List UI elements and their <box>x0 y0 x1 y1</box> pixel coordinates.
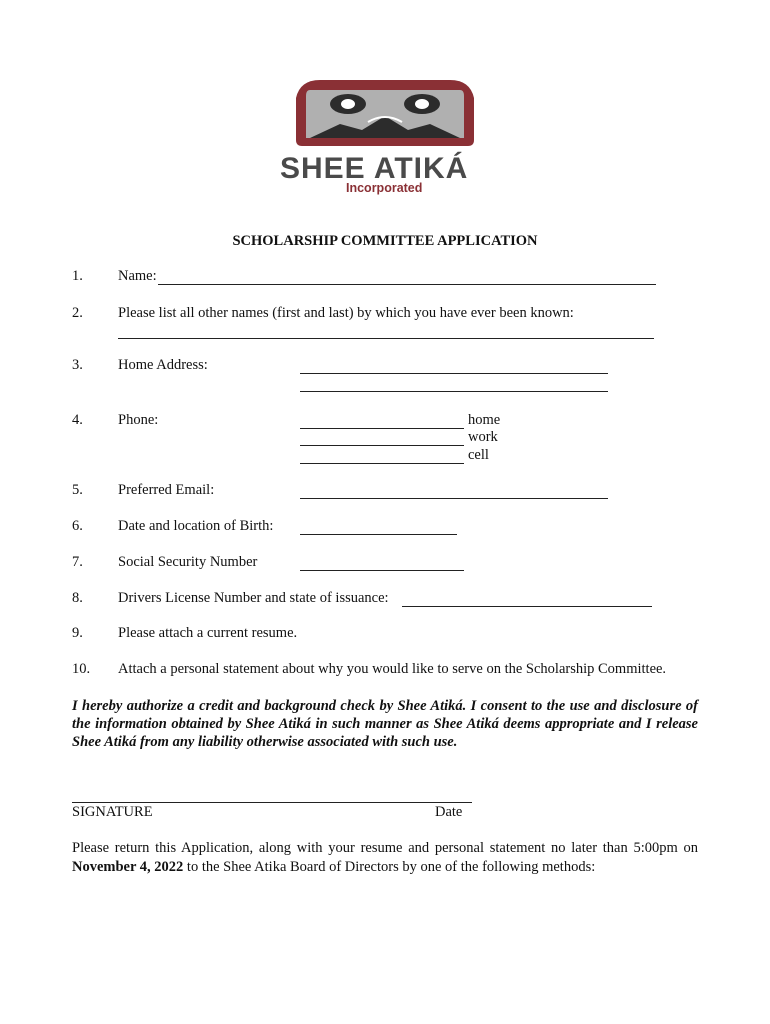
phone-cell-label: cell <box>468 447 489 463</box>
item-number: 7. <box>72 554 83 570</box>
item-number: 3. <box>72 357 83 373</box>
logo-name: SHEE ATIKÁ <box>280 152 469 185</box>
home-address-label: Home Address: <box>118 357 208 373</box>
item-number: 5. <box>72 482 83 498</box>
return-text-after: to the Shee Atika Board of Directors by one of the following methods: <box>183 859 596 875</box>
item-number: 8. <box>72 590 83 606</box>
ssn-field[interactable] <box>300 554 464 571</box>
deadline-date: November 4, 2022 <box>72 859 184 875</box>
item-number: 10. <box>72 661 91 677</box>
item-number: 1. <box>72 268 83 284</box>
phone-work-label: work <box>468 429 498 445</box>
resume-instruction: Please attach a current resume. <box>118 625 298 641</box>
other-names-label: Please list all other names (first and last) by which you have ever been known: <box>118 305 574 321</box>
birth-field[interactable] <box>300 518 457 535</box>
form-title: SCHOLARSHIP COMMITTEE APPLICATION <box>232 233 538 249</box>
phone-cell-field[interactable] <box>300 447 464 464</box>
phone-home-field[interactable] <box>300 412 464 429</box>
item-number: 9. <box>72 625 83 641</box>
phone-label: Phone: <box>118 412 159 428</box>
authorization-text: I hereby authorize a credit and background check by Shee Atiká. I consent to the use and disclosure of the information obtained by Shee Atiká in such manner as Shee Atiká deems appropriate and I release Shee Atiká from any liability otherwise associated with such use. <box>72 698 698 750</box>
ssn-label: Social Security Number <box>118 554 258 570</box>
name-field[interactable] <box>158 268 656 285</box>
item-number: 2. <box>72 305 83 321</box>
return-instructions <box>72 839 698 877</box>
home-address-line-2[interactable] <box>300 375 608 392</box>
email-field[interactable] <box>300 482 608 499</box>
logo-subtitle: Incorporated <box>346 181 423 195</box>
statement-instruction: Attach a personal statement about why you would like to serve on the Scholarship Committee. <box>118 661 667 677</box>
name-label: Name: <box>118 268 157 284</box>
item-number: 6. <box>72 518 83 534</box>
home-address-line-1[interactable] <box>300 357 608 374</box>
birth-label: Date and location of Birth: <box>118 518 274 534</box>
return-text-before: Please return this Application, along with your resume and personal statement no later than 5:00pm on <box>72 840 698 856</box>
date-label: Date <box>435 804 463 820</box>
license-label: Drivers License Number and state of issuance: <box>118 590 389 606</box>
item-number: 4. <box>72 412 83 428</box>
license-field[interactable] <box>402 590 652 607</box>
signature-label: SIGNATURE <box>72 804 153 820</box>
phone-work-field[interactable] <box>300 429 464 446</box>
other-names-field[interactable] <box>118 324 654 339</box>
phone-home-label: home <box>468 412 501 428</box>
email-label: Preferred Email: <box>118 482 215 498</box>
signature-field[interactable] <box>72 786 472 803</box>
